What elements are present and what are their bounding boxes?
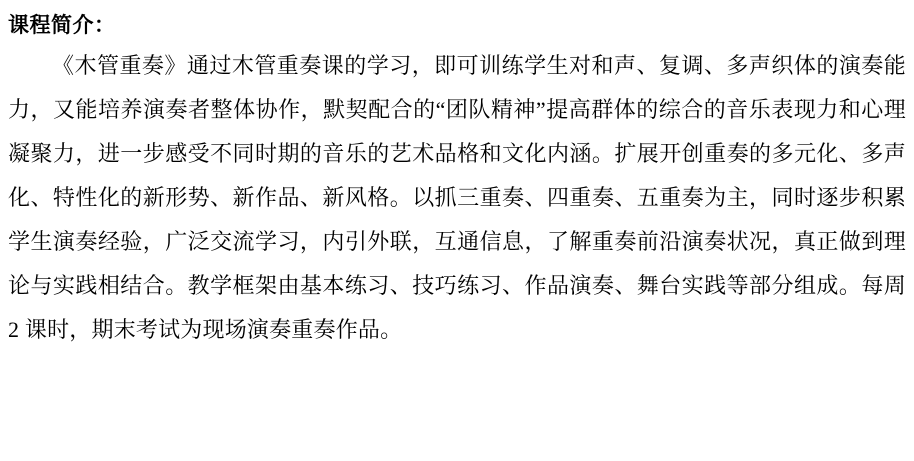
course-introduction-paragraph: 《木管重奏》通过木管重奏课的学习，即可训练学生对和声、复调、多声织体的演奏能力，又能培养演奏者整体协作，默契配合的“团队精神”提高群体的综合的音乐表现力和心理凝聚力，进一步感受不同时期的音乐的艺术品格和文化内涵。扩展开创重奏的多元化、多声化、特性化的新形势、新作品、新风格。以抓三重奏、四重奏、五重奏为主，同时逐步积累学生演奏经验，广泛交流学习，内引外联，互通信息，了解重奏前沿演奏状况，真正做到理论与实践相结合。教学框架由基本练习、技巧练习、作品演奏、舞台实践等部分组成。每周 2 课时，期末考试为现场演奏重奏作品。 <box>8 52 906 342</box>
section-heading: 课程简介： <box>8 13 116 37</box>
